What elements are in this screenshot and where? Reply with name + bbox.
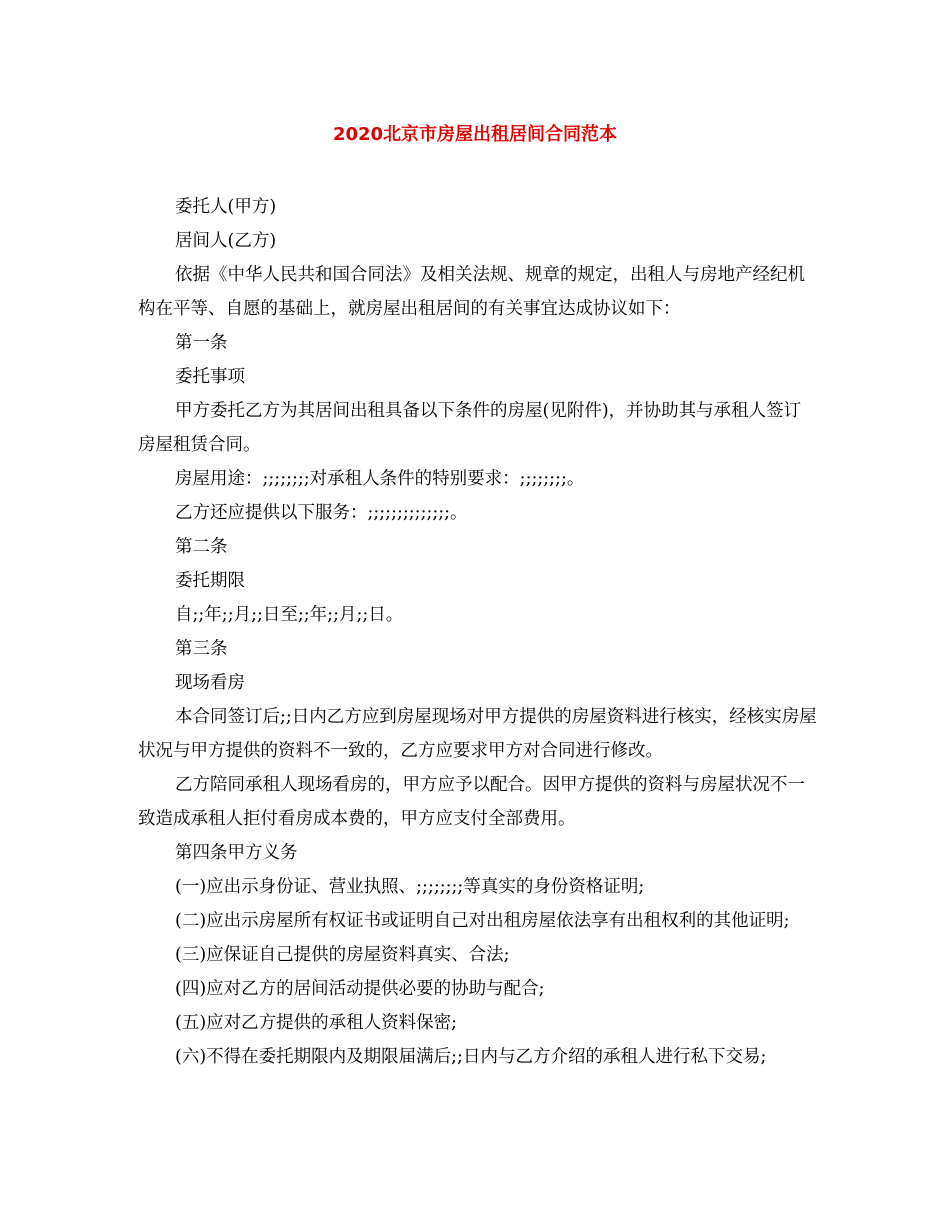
obligation-6: (六)不得在委托期限内及期限届满后;;日内与乙方介绍的承租人进行私下交易; [175,1047,767,1067]
paragraph-site-verification: 本合同签订后;;日内乙方应到房屋现场对甲方提供的房屋资料进行核实，经核实房屋状况与甲方提供的资料不一致的，乙方应要求甲方对合同进行修改。 [138,707,817,761]
document-body [138,190,818,1074]
paragraph-intermediary: 居间人(乙方) [175,231,277,251]
obligation-4: (四)应对乙方的居间活动提供必要的协助与配合; [175,979,545,999]
article-1-heading: 第一条 [175,333,228,353]
obligation-2: (二)应出示房屋所有权证书或证明自己对出租房屋依法享有出租权利的其他证明; [175,911,790,931]
article-3-title: 现场看房 [175,673,245,693]
obligation-5: (五)应对乙方提供的承租人资料保密; [175,1013,458,1033]
paragraph-preamble: 依据《中华人民共和国合同法》及相关法规、规章的规定，出租人与房地产经纪机构在平等、自愿的基础上，就房屋出租居间的有关事宜达成协议如下： [138,265,805,319]
article-2-heading: 第二条 [175,537,228,557]
document-title: 2020北京市房屋出租居间合同范本 [332,124,618,145]
obligation-3: (三)应保证自己提供的房屋资料真实、合法; [175,945,510,965]
obligation-1: (一)应出示身份证、营业执照、;;;;;;;;等真实的身份资格证明; [175,877,645,897]
paragraph-site-viewing: 乙方陪同承租人现场看房的，甲方应予以配合。因甲方提供的资料与房屋状况不一致造成承租人拒付看房成本费的，甲方应支付全部费用。 [138,775,805,829]
paragraph-house-use: 房屋用途：;;;;;;;;对承租人条件的特别要求：;;;;;;;;。 [175,469,585,489]
article-1-title: 委托事项 [175,367,245,387]
article-3-heading: 第三条 [175,639,228,659]
article-2-title: 委托期限 [175,571,245,591]
paragraph-entrustment: 甲方委托乙方为其居间出租具备以下条件的房屋(见附件)，并协助其与承租人签订房屋租赁合同。 [138,401,802,455]
article-4-heading: 第四条甲方义务 [175,843,298,863]
paragraph-services: 乙方还应提供以下服务：;;;;;;;;;;;;;;。 [175,503,468,523]
paragraph-client: 委托人(甲方) [175,197,277,217]
paragraph-term: 自;;年;;月;;日至;;年;;月;;日。 [175,605,404,625]
